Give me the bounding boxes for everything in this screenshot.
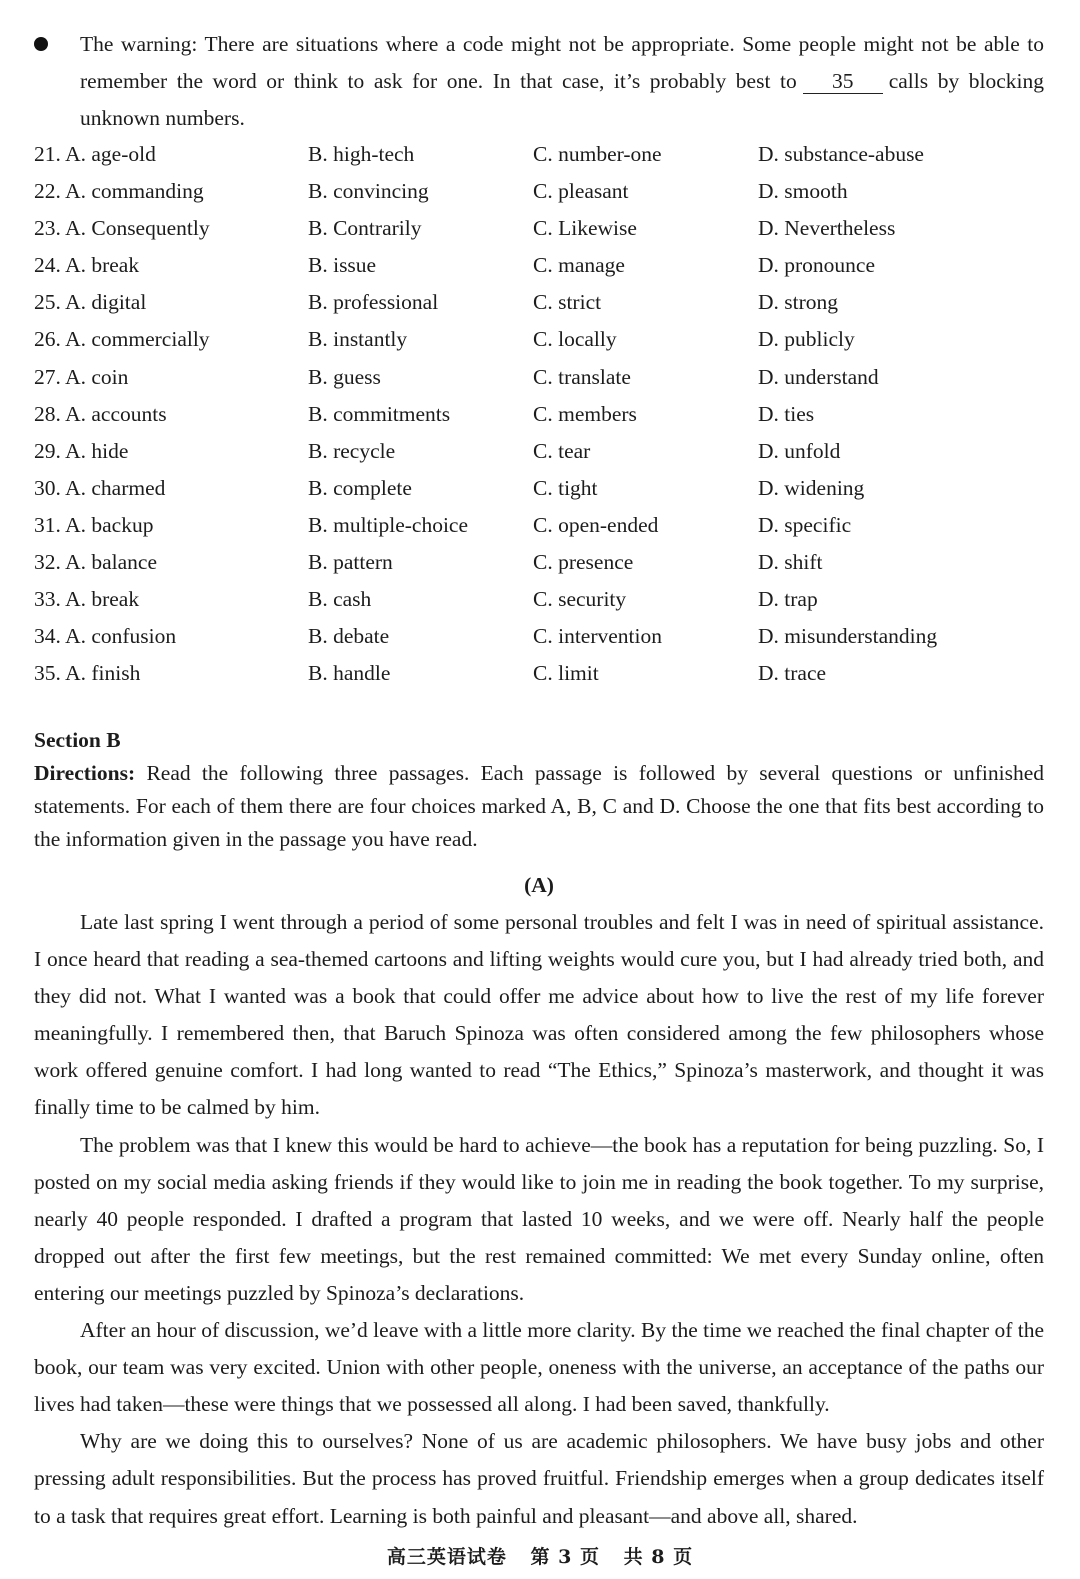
option-row-25 xyxy=(34,284,1044,321)
warning-text xyxy=(80,26,1044,137)
footer-page-number: 第 3 页 xyxy=(530,1546,600,1568)
directions xyxy=(34,757,1044,856)
option-26-b: B. instantly xyxy=(308,327,408,352)
option-24-c: C. manage xyxy=(533,253,625,278)
warning-text-before: The warning: There are situations where a code might not be appropriate. Some people might not be able to remember the word or think to ask for one. In that case, it’s probably best to xyxy=(80,32,1044,93)
option-28-c: C. members xyxy=(533,401,637,426)
option-row-29 xyxy=(34,433,1044,470)
option-22-d: D. smooth xyxy=(758,179,848,204)
option-33-b: B. cash xyxy=(308,587,372,612)
section-title: Section B xyxy=(34,728,121,752)
option-24-b: B. issue xyxy=(308,253,377,278)
passage-paragraph: The problem was that I knew this would be hard to achieve—the book has a reputation for being puzzling. So, I posted on my social media asking friends if they would like to join me in reading the book together. To my surprise, nearly 40 people responded. I drafted a program that lasted 10 weeks, and we were off. Nearly half the people dropped out after the first few meetings, but the rest remained committed: We met every Sunday online, often entering our meetings puzzled by Spinoza’s declarations. xyxy=(34,1132,1044,1305)
option-32-d: D. shift xyxy=(758,550,823,575)
option-23-d: D. Nevertheless xyxy=(758,216,896,241)
bullet-icon xyxy=(34,37,48,51)
option-30-c: C. tight xyxy=(533,475,598,500)
option-row-33 xyxy=(34,581,1044,618)
option-27-d: D. understand xyxy=(758,364,879,389)
option-23-c: C. Likewise xyxy=(533,216,637,241)
option-33-c: C. security xyxy=(533,587,627,612)
option-33-a: 33. A. break xyxy=(34,587,140,612)
option-28-d: D. ties xyxy=(758,401,815,426)
answer-blank-35: 35 xyxy=(803,69,883,94)
passage-paragraph: Late last spring I went through a period of some personal troubles and felt I was in need of spiritual assistance. I once heard that reading a sea-themed cartoons and lifting weights would cure you, but I had already tried both, and they did not. What I wanted was a book that could offer me advice about how to live the rest of my life forever meaningfully. I remembered then, that Baruch Spinoza was often considered among the few philosophers whose work offered genuine comfort. I had long wanted to read “The Ethics,” Spinoza’s masterwork, and thought it was finally time to be calmed by him. xyxy=(34,910,1044,1120)
option-29-d: D. unfold xyxy=(758,438,841,463)
passage-a xyxy=(34,904,1044,1535)
option-34-a: 34. A. confusion xyxy=(34,624,177,649)
option-35-d: D. trace xyxy=(758,661,827,686)
option-26-a: 26. A. commercially xyxy=(34,327,210,352)
directions-label: Directions: xyxy=(34,761,136,785)
option-31-d: D. specific xyxy=(758,512,852,537)
passage-paragraph: After an hour of discussion, we’d leave with a little more clarity. By the time we reached the final chapter of the book, our team was very excited. Union with other people, oneness with the universe, an acceptance of the paths our lives had taken—these were things that we possessed all along. I had been saved, thankfully. xyxy=(34,1318,1044,1417)
option-32-c: C. presence xyxy=(533,550,634,575)
page-footer xyxy=(0,1544,1080,1570)
option-row-22 xyxy=(34,173,1044,210)
option-21-b: B. high-tech xyxy=(308,142,415,166)
option-22-b: B. convincing xyxy=(308,179,429,204)
option-31-c: C. open-ended xyxy=(533,512,659,537)
option-row-32 xyxy=(34,544,1044,581)
option-34-c: C. intervention xyxy=(533,624,662,649)
option-row-26 xyxy=(34,321,1044,358)
option-row-27 xyxy=(34,359,1044,396)
section-b xyxy=(34,724,1044,1535)
option-29-a: 29. A. hide xyxy=(34,438,129,463)
option-25-b: B. professional xyxy=(308,290,439,315)
passage-paragraph: Why are we doing this to ourselves? None of us are academic philosophers. We have busy jobs and other pressing adult responsibilities. But the process has proved fruitful. Friendship emerges when a group dedicates itself to a task that requires great effort. Learning is both painful and pleasant—and above all, shared. xyxy=(34,1429,1044,1528)
option-row-28 xyxy=(34,396,1044,433)
option-31-b: B. multiple-choice xyxy=(308,512,469,537)
directions-text: Read the following three passages. Each passage is followed by several questions or unfinished statements. For each of them there are four choices marked A, B, C and D. Choose the one that fits best according to the information given in the passage you have read. xyxy=(34,761,1045,851)
footer-exam-title: 高三英语试卷 xyxy=(386,1546,507,1568)
options-list xyxy=(34,136,1044,692)
option-31-a: 31. A. backup xyxy=(34,512,154,537)
option-26-c: C. locally xyxy=(533,327,617,352)
option-26-d: D. publicly xyxy=(758,327,855,352)
option-34-b: B. debate xyxy=(308,624,390,649)
option-row-34 xyxy=(34,618,1044,655)
passage-label: (A) xyxy=(524,873,554,897)
option-29-c: C. tear xyxy=(533,438,591,463)
option-22-a: 22. A. commanding xyxy=(34,179,204,204)
option-27-a: 27. A. coin xyxy=(34,364,129,389)
option-29-b: B. recycle xyxy=(308,438,396,463)
option-22-c: C. pleasant xyxy=(533,179,629,204)
option-28-a: 28. A. accounts xyxy=(34,401,167,426)
option-25-a: 25. A. digital xyxy=(34,290,147,315)
option-24-a: 24. A. break xyxy=(34,253,140,278)
option-row-24 xyxy=(34,247,1044,284)
warning-text-after: calls by blocking unknown numbers. xyxy=(80,69,1044,130)
option-32-a: 32. A. balance xyxy=(34,550,157,575)
option-row-23 xyxy=(34,210,1044,247)
option-30-d: D. widening xyxy=(758,475,865,500)
option-25-c: C. strict xyxy=(533,290,602,315)
warning-paragraph xyxy=(34,26,1044,137)
option-23-a: 23. A. Consequently xyxy=(34,216,210,241)
option-row-31 xyxy=(34,507,1044,544)
option-21-a: 21. A. age-old xyxy=(34,142,156,166)
option-30-b: B. complete xyxy=(308,475,412,500)
option-21-d: D. substance-abuse xyxy=(758,142,924,166)
option-28-b: B. commitments xyxy=(308,401,451,426)
option-35-c: C. limit xyxy=(533,661,599,686)
option-34-d: D. misunderstanding xyxy=(758,624,938,649)
option-row-21 xyxy=(34,136,1044,173)
option-row-35 xyxy=(34,655,1044,692)
option-row-30 xyxy=(34,470,1044,507)
footer-total-pages: 共 8 页 xyxy=(623,1546,694,1568)
option-35-b: B. handle xyxy=(308,661,391,686)
option-27-b: B. guess xyxy=(308,364,381,389)
option-21-c: C. number-one xyxy=(533,142,662,166)
option-25-d: D. strong xyxy=(758,290,839,315)
option-30-a: 30. A. charmed xyxy=(34,475,166,500)
option-32-b: B. pattern xyxy=(308,550,393,575)
option-27-c: C. translate xyxy=(533,364,631,389)
option-23-b: B. Contrarily xyxy=(308,216,422,241)
option-35-a: 35. A. finish xyxy=(34,661,141,686)
option-24-d: D. pronounce xyxy=(758,253,876,278)
option-33-d: D. trap xyxy=(758,587,818,612)
